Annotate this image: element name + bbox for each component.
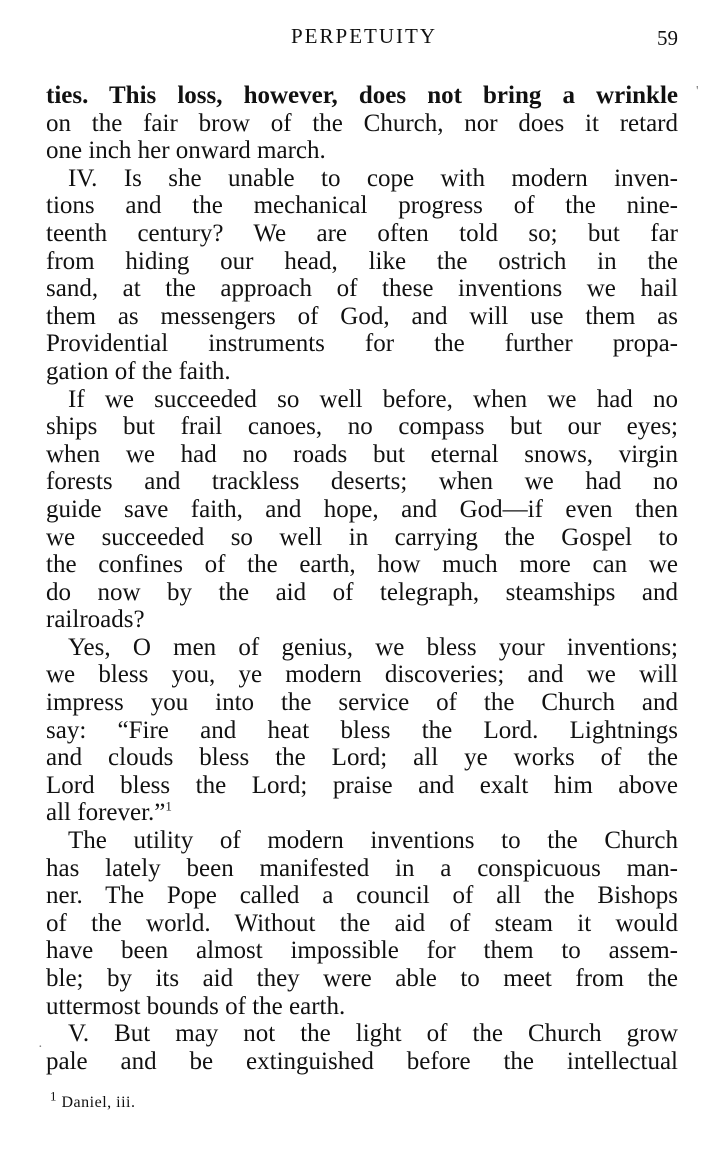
text-line: Yes, O men of genius, we bless your inventions; [68,633,678,661]
text-line: do now by the aid of telegraph, steamships and [46,578,678,606]
text-line: guide save faith, and hope, and God—if even then [46,495,678,523]
text-line: them as messengers of God, and will use them as [46,302,678,330]
text-line: impress you into the service of the Church and [46,689,678,717]
running-head: PERPETUITY [291,24,437,48]
text-line: ner. The Pope called a council of all the Bishops [46,882,678,910]
text-line: gation of the faith. [46,357,231,385]
text-line: sand, at the approach of these inventions we hail [46,275,678,303]
text-line: and clouds bless the Lord; all ye works of the [46,744,678,772]
text-line: say: “Fire and heat bless the Lord. Lightnings [46,716,678,744]
text-line: ships but frail canoes, no compass but our eyes; [46,413,678,441]
body-text [46,82,678,1075]
text-line: railroads? [46,606,145,634]
text-line: we succeeded so well in carrying the Gospel to [46,523,678,551]
page-header [48,24,680,54]
text-line: teenth century? We are often told so; but far [46,219,678,247]
text-line: we bless you, ye modern discoveries; and we will [46,661,678,689]
page-speck: · [38,1040,43,1055]
text-line: uttermost bounds of the earth. [46,992,346,1020]
text-line: of the world. Without the aid of steam it would [46,909,678,937]
text-line: Providential instruments for the further propa- [46,330,678,358]
text-line: from hiding our head, like the ostrich in the [46,247,678,275]
text-line: If we succeeded so well before, when we had no [68,385,678,413]
text-line: The utility of modern inventions to the Church [68,827,678,855]
text-line: has lately been manifested in a conspicuous man- [46,854,678,882]
text-line: pale and be extinguished before the intellectual [46,1047,678,1075]
text-line: ble; by its aid they were able to meet from the [46,965,678,992]
text-line-with-footnote-ref [46,799,678,827]
footnote-reference: 1 [165,799,172,815]
text-line: one inch her onward march. [46,137,326,165]
page-number: 59 [657,26,678,50]
text-line: ties. This loss, however, does not bring a wrinkle [46,82,678,109]
footnote-text: Daniel, iii. [61,1094,136,1111]
text-line: all forever.” [46,799,166,827]
text-line: on the fair brow of the Church, nor does it retard [46,109,678,137]
text-line: forests and trackless deserts; when we had no [46,468,678,496]
text-line: the confines of the earth, how much more can we [46,551,678,579]
text-line: when we had no roads but eternal snows, virgin [46,440,678,468]
text-line: have been almost impossible for them to assem- [46,937,678,965]
text-line: Lord bless the Lord; praise and exalt him above [46,771,678,799]
page-speck: ' [696,84,699,99]
text-line: tions and the mechanical progress of the nine- [46,192,678,220]
text-line: V. But may not the light of the Church grow [68,1020,678,1048]
footnote [50,1088,136,1112]
text-line: IV. Is she unable to cope with modern inven- [68,164,678,192]
footnote-marker: 1 [50,1088,57,1104]
